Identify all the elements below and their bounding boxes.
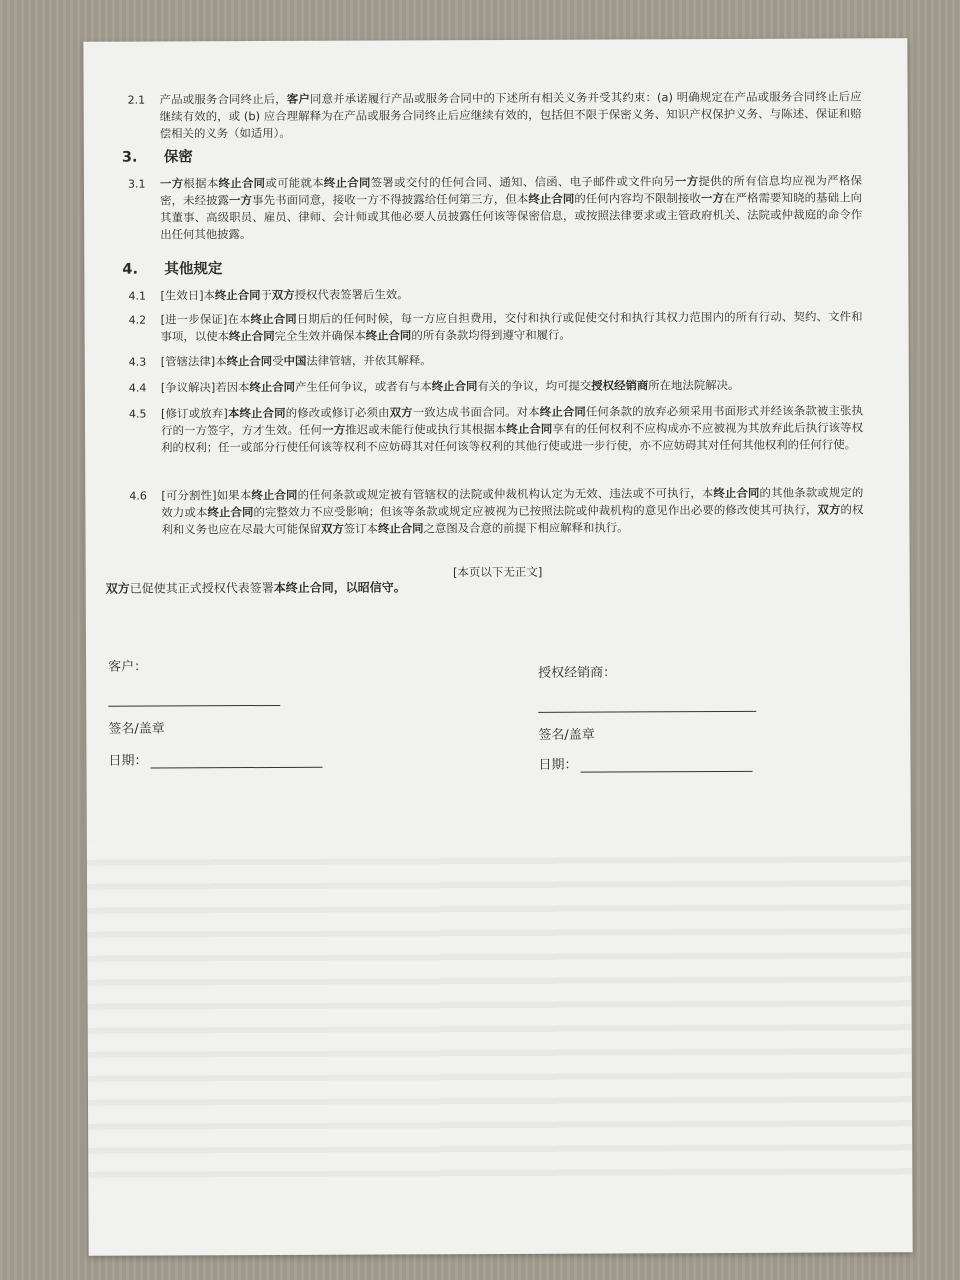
- clause-number: 4.3: [128, 355, 147, 369]
- clause-4-1: [84, 284, 868, 304]
- dealer-date-label: 日期：: [538, 757, 578, 773]
- clause-text: [争议解决]若因本终止合同产生任何争议，或者有与本终止合同有关的争议，均可提交授权经销商所在地法院解决。: [160, 377, 740, 395]
- dealer-label: 授权经销商：: [538, 665, 617, 681]
- clause-4-2: [85, 308, 869, 345]
- clause-4-4: [85, 376, 869, 396]
- dealer-sign-label: 签名/盖章: [538, 727, 595, 743]
- dealer-name-line[interactable]: [538, 711, 756, 713]
- clause-number: 4.6: [129, 489, 147, 503]
- section-heading-4: 4. 其他规定: [122, 261, 223, 278]
- customer-label: 客户：: [108, 659, 148, 675]
- clause-text: [生效日]本终止合同于双方授权代表签署后生效。: [160, 287, 409, 303]
- customer-date-line[interactable]: [151, 767, 323, 769]
- witness-statement: 双方已促使其正式授权代表签署本终止合同，以昭信守。: [105, 580, 406, 596]
- clause-4-6: [85, 484, 869, 538]
- clause-text: [管辖法律]本终止合同受中国法律管辖，并依其解释。: [160, 353, 432, 369]
- clause-text: 一方根据本终止合同或可能就本终止合同签署或交付的任何合同、通知、信函、电子邮件或文件向另一方提供的所有信息均应视为严格保密，未经披露一方事先书面同意，接收一方不得披露给任何第三方，但本终止合同的任何内容均不限制接收一方在严格需要知晓的基础上向其董事、高级职员、雇员、律师、会计师或其他必要人员披露任何该等保密信息，或按照法律要求或主管政府机关、法院或仲裁庭的命令作出任何其他披露。: [159, 173, 863, 242]
- clause-3-1: [84, 172, 868, 243]
- clause-number: 2.1: [127, 93, 146, 107]
- clause-number: 4.2: [128, 313, 147, 327]
- clause-2-1: [84, 88, 868, 142]
- clause-4-3: [85, 350, 869, 370]
- clause-number: 4.4: [128, 381, 147, 395]
- clause-number: 3.1: [127, 177, 146, 191]
- clause-text: 产品或服务合同终止后，客户同意并承诺履行产品或服务合同中的下述所有相关义务并受其约束：(a) 明确规定在产品或服务合同终止后应继续有效的，或 (b) 应合理解释为在产品或服务合同终止后应继续有效的，包括但不限于保密义务、知识产权保护义务、与陈述、保证和赔偿相关的义务（如适用）。: [159, 89, 862, 141]
- dealer-date-line[interactable]: [581, 771, 753, 773]
- clause-text: [可分割性]如果本终止合同的任何条款或规定被有管辖权的法院或仲裁机构认定为无效、违法或不可执行，本终止合同的其他条款或规定的效力或本终止合同的完整效力不应受影响；但该等条款或规定应被视为已按照法院或仲裁机构的意见作出必要的修改使其可执行，双方的权利和义务也应在尽最大可能保留双方签订本终止合同之意图及合意的前提下相应解释和执行。: [161, 485, 864, 537]
- customer-sign-label: 签名/盖章: [108, 721, 165, 737]
- document-page: [83, 38, 912, 1256]
- customer-date-label: 日期：: [108, 753, 148, 769]
- clause-number: 4.1: [128, 289, 146, 303]
- end-of-text-note: [本页以下无正文]: [452, 564, 543, 580]
- clause-text: [进一步保证]在本终止合同日期后的任何时候，每一方应自担费用，交付和执行或促使交付和执行其权力范围内的所有行动、契约、文件和事项，以使本终止合同完全生效并确保本终止合同的所有条款均得到遵守和履行。: [160, 309, 863, 344]
- clause-4-5: [85, 402, 869, 456]
- clause-text: [修订或放弃]本终止合同的修改或修订必须由双方一致达成书面合同。对本终止合同任何条款的放弃必须采用书面形式并经该条款被主张执行的一方签字，方才生效。任何一方推迟或未能行使或执行其根据本终止合同享有的任何权利不应构成亦不应被视为其放弃此后执行该等权利的权利；任一或部分行使任何该等权利不应妨碍其对任何该等权利的其他行使或进一步行使，亦不应妨碍其对任何其他权利的任何行使。: [160, 403, 864, 455]
- customer-name-line[interactable]: [108, 705, 280, 707]
- section-heading-3: 3. 保密: [121, 149, 193, 166]
- clause-number: 4.5: [128, 407, 147, 421]
- bleed-through-text: [87, 838, 913, 1196]
